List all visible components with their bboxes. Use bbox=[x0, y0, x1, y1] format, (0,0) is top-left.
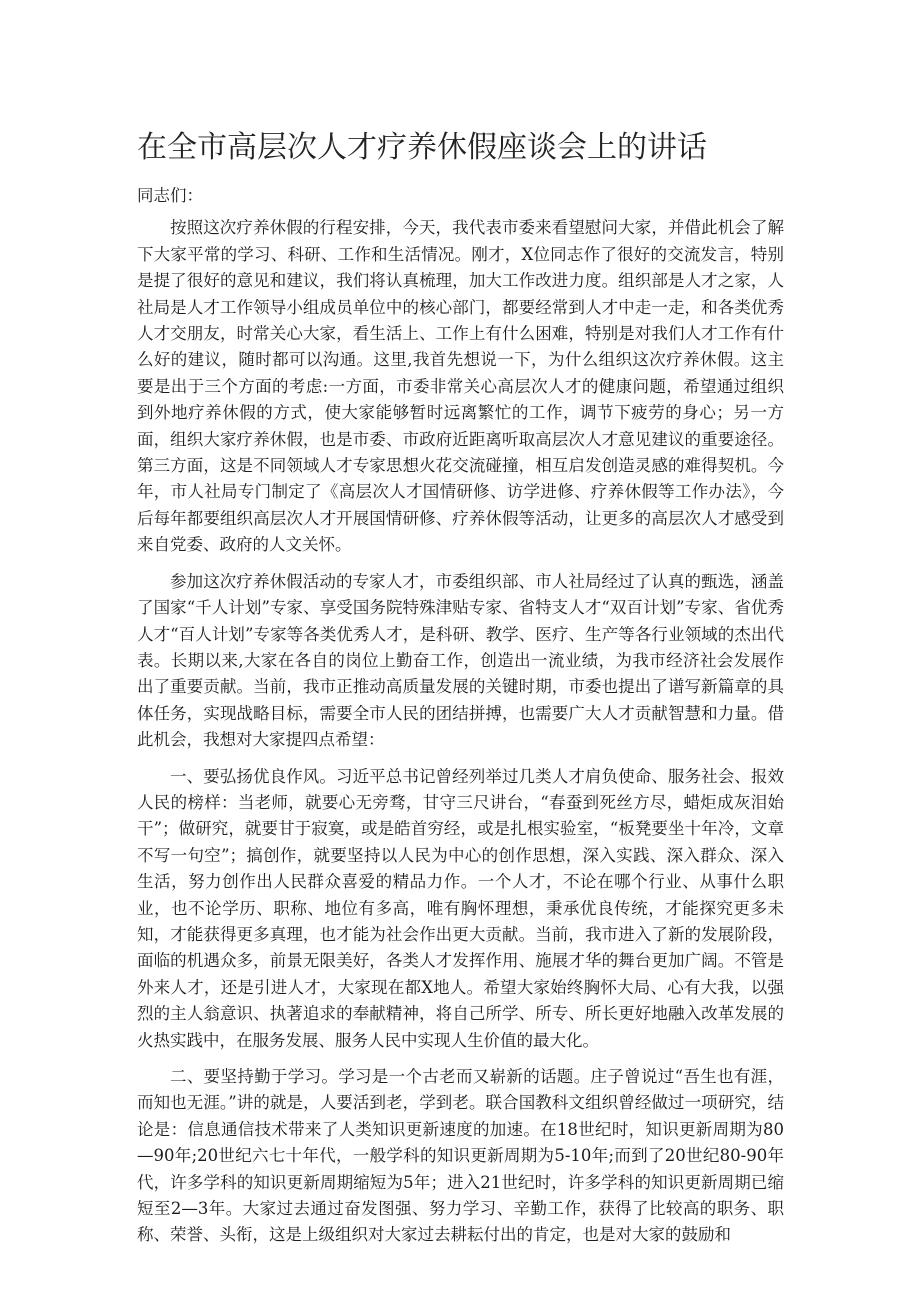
paragraph-2: 参加这次疗养休假活动的专家人才，市委组织部、市人社局经过了认真的甄选，涵盖了国家“千人计划”专家、享受国务院特殊津贴专家、省特支人才“双百计划”专家、省优秀人才“百人计划”专家等各类优秀人才，是科研、教学、医疗、生产等各行业领域的杰出代表。长期以来,大家在各自的岗位上勤奋工作，创造出一流业绩，为我市经济社会发展作出了重要贡献。当前，我市正推动高质量发展的关键时期，市委也提出了谱写新篇章的具体任务，实现战略目标，需要全市人民的团结拼搏，也需要广大人才贡献智慧和力量。借此机会，我想对大家提四点希望： bbox=[137, 571, 784, 750]
page-title: 在全市高层次人才疗养休假座谈会上的讲话 bbox=[137, 130, 707, 165]
paragraph-4: 二、要坚持勤于学习。学习是一个古老而又崭新的话题。庄子曾说过“吾生也有涯，而知也无涯。”讲的就是，人要活到老，学到老。联合国教科文组织曾经做过一项研究，结论是：信息通信技术带来了人类知识更新速度的加速。在18世纪时，知识更新周期为80—90年;20世纪六七十年代，一般学科的知识更新周期为5-10年;而到了20世纪80-90年代，许多学科的知识更新周期缩短为5年；进入21世纪时，许多学科的知识更新周期已缩短至2—3年。大家过去通过奋发图强、努力学习、辛勤工作，获得了比较高的职务、职称、荣誉、头衔，这是上级组织对大家过去耕耘付出的肯定，也是对大家的鼓励和 bbox=[137, 1067, 784, 1245]
paragraph-1: 按照这次疗养休假的行程安排，今天，我代表市委来看望慰问大家，并借此机会了解下大家平常的学习、科研、工作和生活情况。刚才，X位同志作了很好的交流发言，特别是提了很好的意见和建议，我们将认真梳理，加大工作改进力度。组织部是人才之家，人社局是人才工作领导小组成员单位中的核心部门，都要经常到人才中走一走，和各类优秀人才交朋友，时常关心大家，看生活上、工作上有什么困难，特别是对我们人才工作有什么好的建议，随时都可以沟通。这里,我首先想说一下，为什么组织这次疗养休假。这主要是出于三个方面的考虑:一方面，市委非常关心高层次人才的健康问题，希望通过组织到外地疗养休假的方式，使大家能够暂时远离繁忙的工作，调节下疲劳的身心；另一方面，组织大家疗养休假，也是市委、市政府近距离听取高层次人才意见建议的重要途径。第三方面，这是不同领域人才专家思想火花交流碰撞，相互启发创造灵感的难得契机。今年，市人社局专门制定了《高层次人才国情研修、访学进修、疗养休假等工作办法》，今后每年都要组织高层次人才开展国情研修、疗养休假等活动，让更多的高层次人才感受到来自党委、政府的人文关怀。 bbox=[137, 218, 784, 555]
document-body bbox=[137, 183, 784, 1259]
paragraph-3: 一、要弘扬优良作风。习近平总书记曾经列举过几类人才肩负使命、服务社会、报效人民的榜样：当老师，就要心无旁骛，甘守三尺讲台，“春蚕到死丝方尽，蜡炬成灰泪始干”；做研究，就要甘于寂寞，或是皓首穷经，或是扎根实验室，“板凳要坐十年冷，文章不写一句空”；搞创作，就要坚持以人民为中心的创作思想，深入实践、深入群众、深入生活，努力创作出人民群众喜爱的精品力作。一个人才，不论在哪个行业、从事什么职业，也不论学历、职称、地位有多高，唯有胸怀理想，秉承优良传统，才能探究更多未知，才能获得更多真理，也才能为社会作出更大贡献。当前，我市进入了新的发展阶段，面临的机遇众多，前景无限美好，各类人才发挥作用、施展才华的舞台更加广阔。不管是外来人才，还是引进人才，大家现在都X地人。希望大家始终胸怀大局、心有大我，以强烈的主人翁意识、执著追求的奉献精神，将自己所学、所专、所长更好地融入改革发展的火热实践中，在服务发展、服务人民中实现人生价值的最大化。 bbox=[137, 766, 784, 1050]
greeting: 同志们： bbox=[137, 186, 203, 205]
